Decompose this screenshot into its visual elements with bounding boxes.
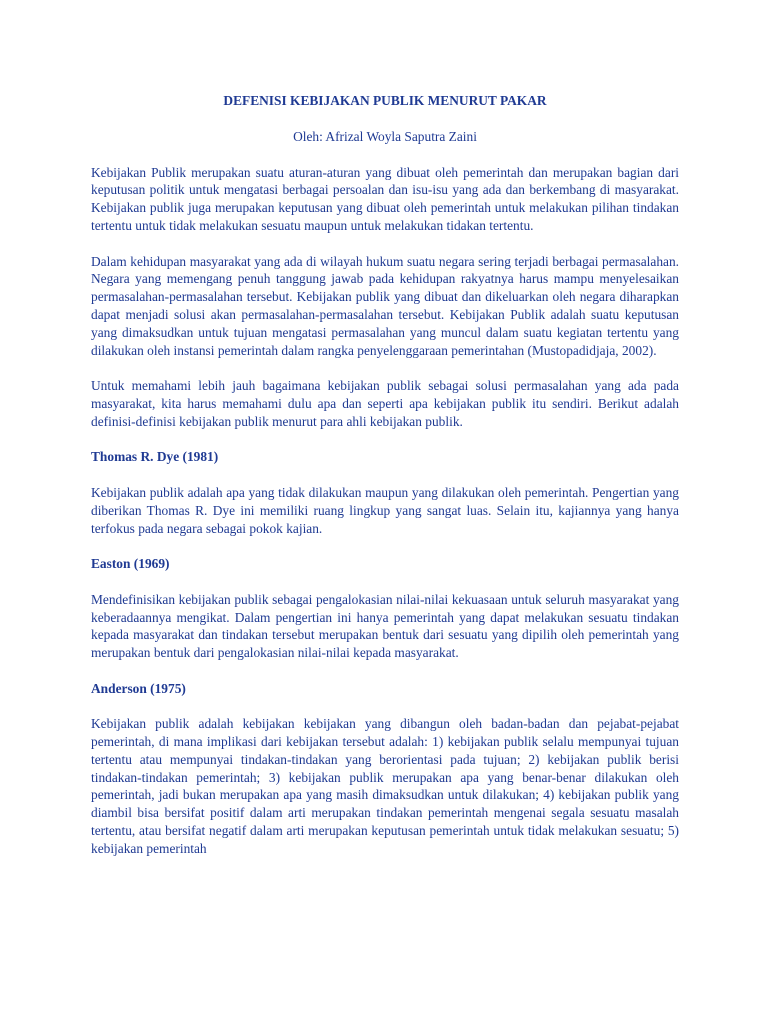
section-heading-easton: Easton (1969) — [91, 556, 170, 572]
document-author: Oleh: Afrizal Woyla Saputra Zaini — [293, 128, 477, 144]
section-text-anderson: Kebijakan publik adalah kebijakan kebijakan yang dibangun oleh badan-badan dan pejabat-pejabat pemerintah, di mana implikasi dari kebijakan tersebut adalah: 1) kebijakan publik selalu mempunyai tujuan tertentu atau mempunyai tindakan-tindakan yang berorientasi pada tujuan; 2) kebijakan publik berisi tindakan-tindakan pemerintah; 3) kebijakan publik merupakan apa yang benar-benar dilakukan oleh pemerintah, jadi bukan merupakan apa yang masih dimaksudkan untuk dilakukan; 4) kebijakan publik yang diambil bisa bersifat positif dalam arti merupakan tindakan pemerintah mengenai segala sesuatu masalah tertentu, atau bersifat negatif dalam arti merupakan keputusan pemerintah untuk tidak melakukan sesuatu; 5) kebijakan pemerintah — [91, 716, 679, 856]
intro-paragraph-3: Untuk memahami lebih jauh bagaimana kebijakan publik sebagai solusi permasalahan yang ada pada masyarakat, kita harus memahami dulu apa dan seperti apa kebijakan publik itu sendiri. Berikut adalah definisi-definisi kebijakan publik menurut para ahli kebijakan publik. — [91, 378, 679, 429]
document-title: DEFENISI KEBIJAKAN PUBLIK MENURUT PAKAR — [223, 93, 547, 108]
intro-paragraph-1: Kebijakan Publik merupakan suatu aturan-aturan yang dibuat oleh pemerintah dan merupakan bagian dari keputusan politik untuk mengatasi berbagai persoalan dan isu-isu yang ada dan berkembang di masyarakat. Kebijakan publik juga merupakan keputusan yang dibuat oleh pemerintah untuk melakukan pilihan tindakan tertentu untuk tidak melakukan sesuatu maupun untuk melakukan tidakan tertentu. — [91, 164, 679, 233]
section-heading-dye: Thomas R. Dye (1981) — [91, 449, 219, 465]
intro-paragraph-2: Dalam kehidupan masyarakat yang ada di wilayah hukum suatu negara sering terjadi berbagai permasalahan. Negara yang memengang penuh tanggung jawab pada kehidupan rakyatnya harus mampu menyelesaikan permasalahan-permasalahan tersebut. Kebijakan publik yang dibuat dan dikeluarkan oleh negara diharapkan dapat menjadi solusi akan permasalahan-permasalahan tersebut. Kebijakan Publik adalah suatu keputusan yang dimaksudkan untuk tujuan mengatasi permasalahan yang muncul dalam suatu kegiatan tertentu yang dilakukan oleh instansi pemerintah dalam rangka penyelenggaraan pemerintahan (Mustopadidjaja, 2002). — [91, 253, 679, 358]
section-text-easton: Mendefinisikan kebijakan publik sebagai pengalokasian nilai-nilai kekuasaan untuk seluruh masyarakat yang keberadaannya mengikat. Dalam pengertian ini hanya pemerintah yang dapat melakukan sesuatu tindakan kepada masyarakat dan tindakan tersebut merupakan bentuk dari sesuatu yang dipilih oleh pemerintah yang merupakan bentuk dari pengalokasian nilai-nilai kepada masyarakat. — [91, 591, 679, 661]
section-heading-anderson: Anderson (1975) — [91, 680, 186, 696]
section-text-dye: Kebijakan publik adalah apa yang tidak dilakukan maupun yang dilakukan oleh pemerintah. Pengertian yang diberikan Thomas R. Dye ini memiliki ruang lingkup yang sangat luas. Selain itu, kajiannya yang hanya terfokus pada negara sebagai pokok kajian. — [91, 484, 679, 536]
document-page — [91, 92, 679, 875]
